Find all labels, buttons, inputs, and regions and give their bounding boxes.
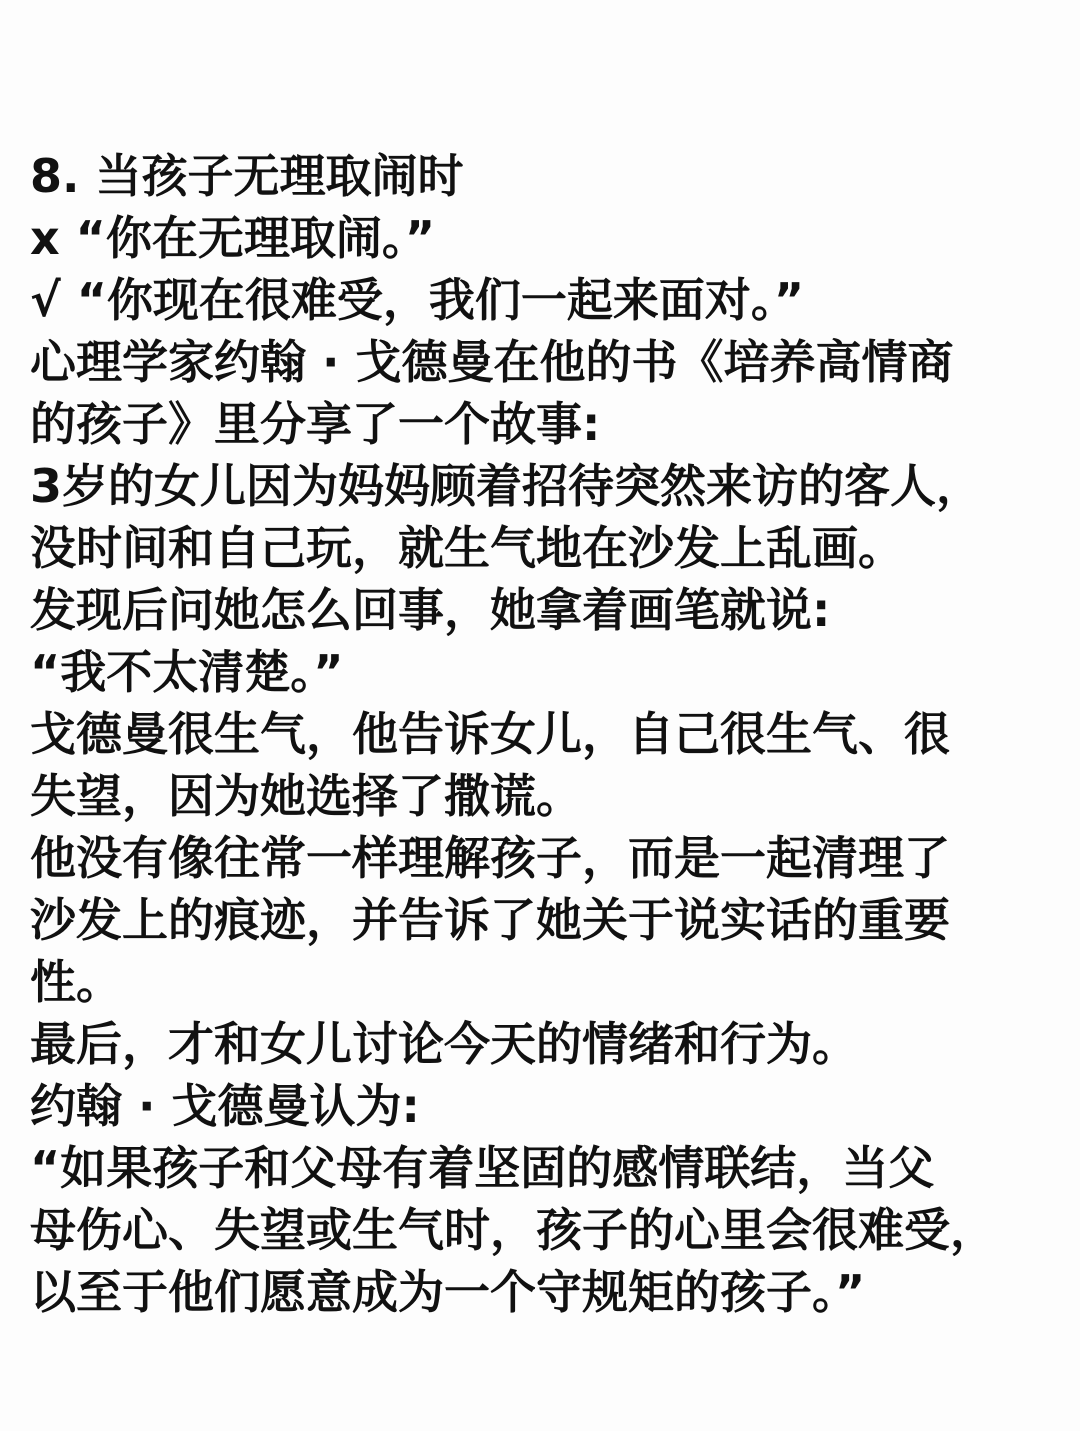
section-heading: 8. 当孩子无理取闹时 <box>30 149 464 203</box>
text-line: 没时间和自己玩，就生气地在沙发上乱画。 <box>30 521 904 575</box>
quote-line: 以至于他们愿意成为一个守规矩的孩子。” <box>30 1265 866 1319</box>
text-line: 最后，才和女儿讨论今天的情绪和行为。 <box>30 1017 858 1071</box>
article-body <box>30 145 1060 1323</box>
text-line: 3岁的女儿因为妈妈顾着招待突然来访的客人， <box>30 459 983 513</box>
quote-line: 母伤心、失望或生气时，孩子的心里会很难受， <box>30 1203 996 1257</box>
text-line: 心理学家约翰 · 戈德曼在他的书《培养高情商 <box>30 335 954 389</box>
wrong-example-line: x “你在无理取闹。” <box>30 211 436 265</box>
text-line: 戈德曼很生气，他告诉女儿，自己很生气、很 <box>30 707 950 761</box>
text-line: 沙发上的痕迹，并告诉了她关于说实话的重要 <box>30 893 950 947</box>
text-line: 发现后问她怎么回事，她拿着画笔就说: <box>30 583 831 637</box>
text-line: 他没有像往常一样理解孩子，而是一起清理了 <box>30 831 950 885</box>
right-example-line: √ “你现在很难受，我们一起来面对。” <box>30 273 805 327</box>
text-line: 性。 <box>30 955 122 1009</box>
quote-line: “我不太清楚。” <box>30 645 344 699</box>
text-line: 约翰 · 戈德曼认为: <box>30 1079 420 1133</box>
text-line: 失望，因为她选择了撒谎。 <box>30 769 582 823</box>
quote-line: “如果孩子和父母有着坚固的感情联结，当父 <box>30 1141 935 1195</box>
text-line: 的孩子》里分享了一个故事: <box>30 397 601 451</box>
